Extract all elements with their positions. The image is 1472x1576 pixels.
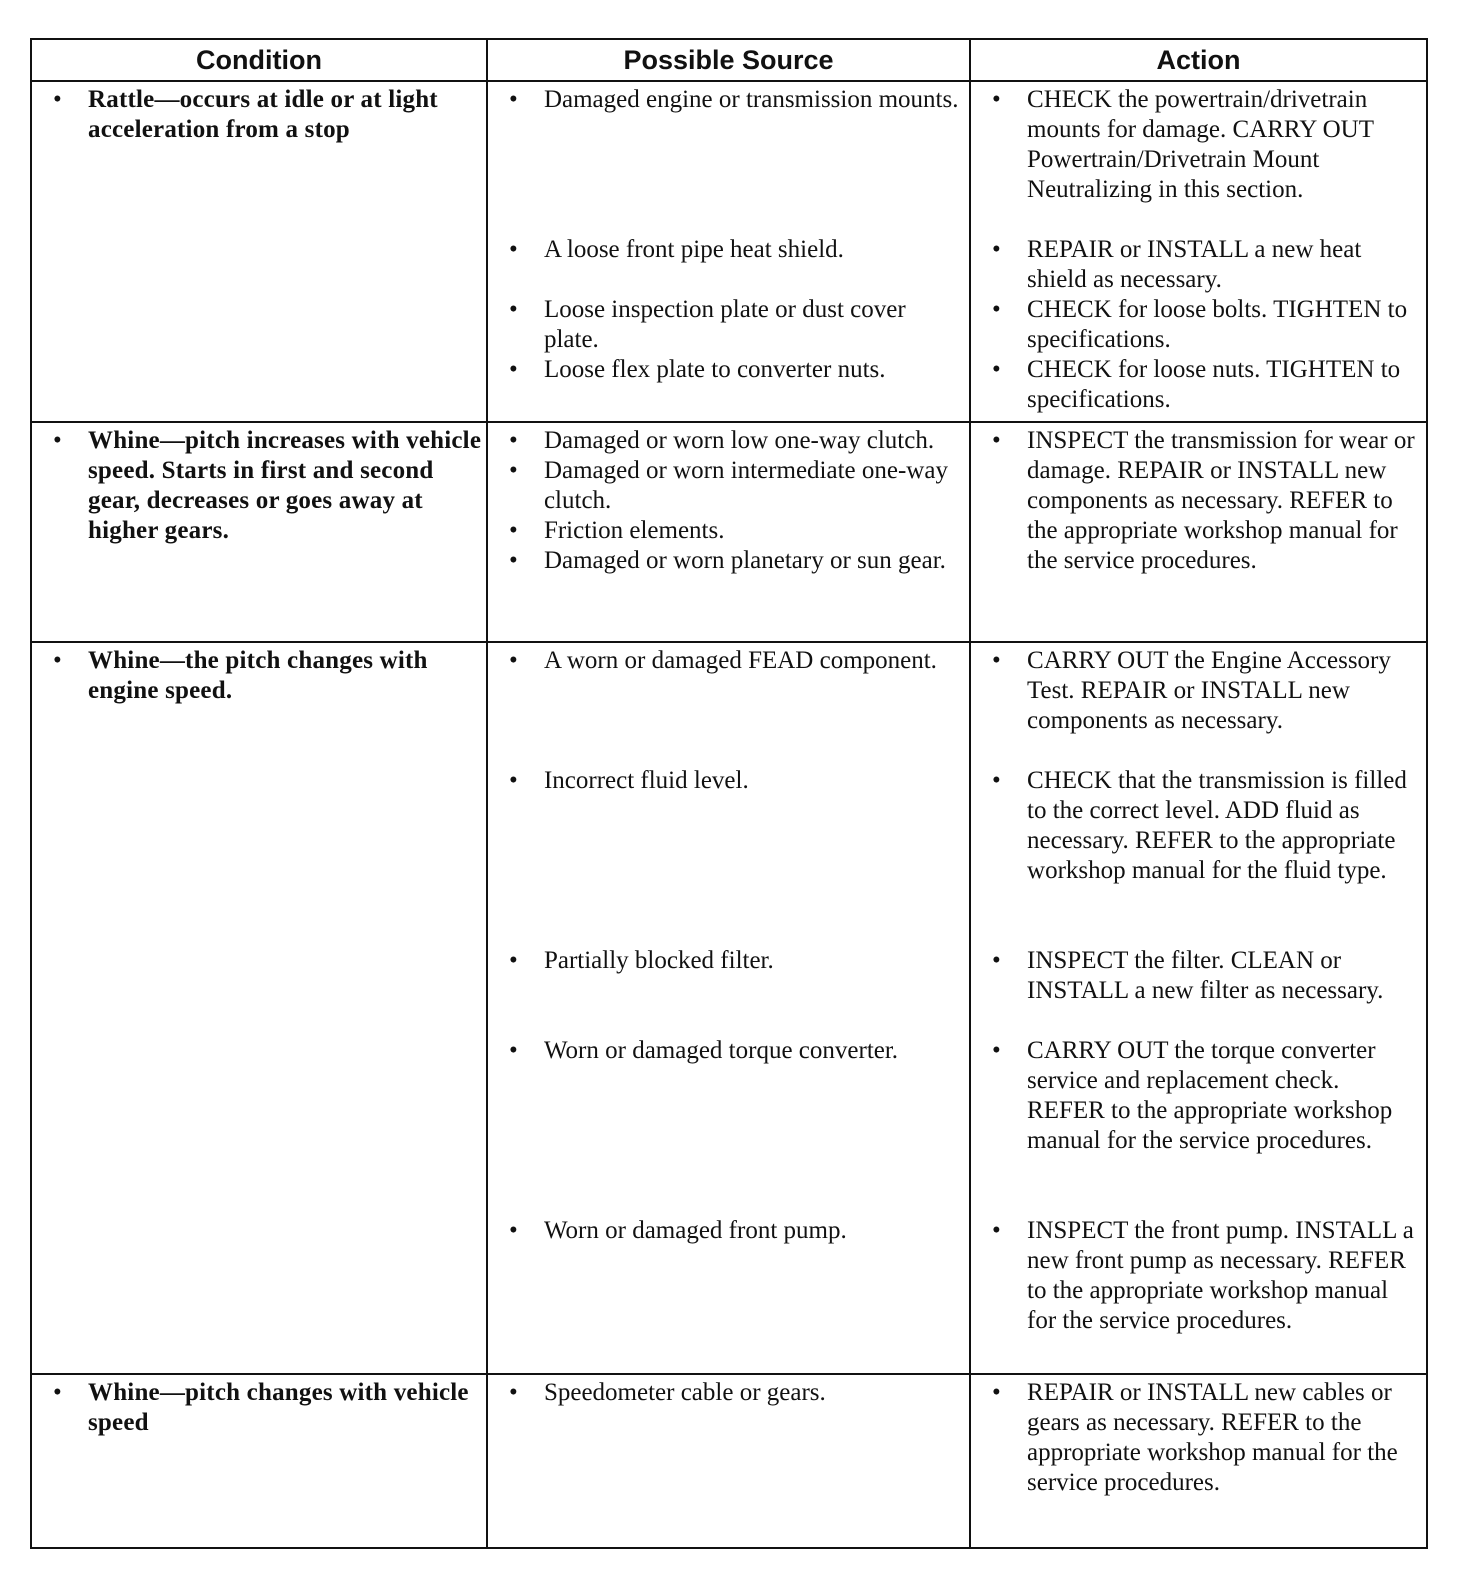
header-action: Action [970, 39, 1427, 81]
source-cell [487, 81, 970, 422]
header-row [31, 39, 1427, 81]
action-text: REPAIR or INSTALL a new heat shield as necessary. [1027, 236, 1362, 293]
condition-entry [36, 646, 482, 706]
bullet-icon: • [508, 1379, 518, 1406]
bullet-icon: • [508, 457, 518, 484]
action-entry [975, 766, 1422, 946]
source-entry [492, 456, 965, 516]
condition-entry [36, 85, 482, 145]
source-entry [492, 946, 965, 1036]
source-cell [487, 1374, 970, 1548]
bullet-icon: • [508, 86, 518, 113]
source-text: Loose inspection plate or dust cover plate. [543, 296, 906, 353]
action-text: INSPECT the transmission for wear or damage. REPAIR or INSTALL new components as necessary. REFER to the appropriate workshop manual for the service procedures. [1027, 427, 1415, 574]
action-entry [975, 646, 1422, 766]
condition-cell [31, 422, 487, 642]
action-text: CARRY OUT the Engine Accessory Test. REPAIR or INSTALL new components as necessary. [1027, 647, 1391, 734]
source-text: Incorrect fluid level. [543, 767, 749, 794]
condition-text: Whine—the pitch changes with engine speed. [88, 647, 428, 704]
action-cell [970, 1374, 1427, 1548]
bullet-icon: • [992, 1379, 1001, 1406]
source-text: Loose flex plate to converter nuts. [543, 356, 886, 383]
action-entry [975, 355, 1422, 415]
source-entry [492, 1216, 965, 1366]
bullet-icon: • [508, 236, 518, 263]
bullet-icon: • [508, 1037, 518, 1064]
bullet-icon: • [992, 647, 1001, 674]
bullet-icon: • [53, 647, 62, 674]
source-entry [492, 516, 965, 546]
action-text: CARRY OUT the torque converter service and replacement check. REFER to the appropriate workshop manual for the service procedures. [1027, 1037, 1393, 1154]
bullet-icon: • [992, 427, 1001, 454]
action-cell [970, 642, 1427, 1374]
source-entry [492, 1036, 965, 1216]
condition-cell [31, 81, 487, 422]
action-entry [975, 85, 1422, 235]
source-entry [492, 295, 965, 355]
source-cell [487, 642, 970, 1374]
bullet-icon: • [992, 236, 1001, 263]
source-entry [492, 85, 965, 235]
source-text: Damaged or worn planetary or sun gear. [543, 547, 946, 574]
action-text: CHECK for loose nuts. TIGHTEN to specifications. [1027, 356, 1401, 413]
source-cell [487, 422, 970, 642]
bullet-icon: • [508, 296, 518, 323]
bullet-icon: • [53, 1379, 62, 1406]
condition-text: Rattle—occurs at idle or at light acceleration from a stop [88, 86, 438, 143]
source-entry [492, 235, 965, 295]
table-row [31, 81, 1427, 422]
source-text: A loose front pipe heat shield. [543, 236, 844, 263]
action-entry [975, 1036, 1422, 1216]
bullet-icon: • [992, 86, 1001, 113]
action-entry [975, 235, 1422, 295]
header-condition: Condition [31, 39, 487, 81]
source-entry [492, 766, 965, 946]
source-text: Worn or damaged front pump. [543, 1217, 847, 1244]
bullet-icon: • [508, 647, 518, 674]
source-entry [492, 1378, 965, 1408]
action-text: INSPECT the front pump. INSTALL a new front pump as necessary. REFER to the appropriate workshop manual for the service procedures. [1027, 1217, 1414, 1334]
condition-text: Whine—pitch increases with vehicle speed. Starts in first and second gear, decreases or goes away at higher gears. [88, 427, 482, 544]
action-cell [970, 81, 1427, 422]
source-entry [492, 646, 965, 766]
bullet-icon: • [53, 427, 62, 454]
table-row [31, 1374, 1427, 1548]
action-entry [975, 426, 1422, 576]
bullet-icon: • [992, 1217, 1001, 1244]
condition-cell [31, 642, 487, 1374]
bullet-icon: • [992, 296, 1001, 323]
action-text: CHECK the powertrain/drivetrain mounts for damage. CARRY OUT Powertrain/Drivetrain Mount Neutralizing in this section. [1027, 86, 1374, 203]
bullet-icon: • [992, 947, 1001, 974]
source-text: Partially blocked filter. [543, 947, 774, 974]
source-text: Worn or damaged torque converter. [543, 1037, 899, 1064]
bullet-icon: • [992, 1037, 1001, 1064]
diagnosis-table [30, 38, 1428, 1549]
table-row [31, 642, 1427, 1374]
source-text: Damaged engine or transmission mounts. [543, 86, 959, 113]
action-entry [975, 295, 1422, 355]
action-text: REPAIR or INSTALL new cables or gears as necessary. REFER to the appropriate workshop manual for the service procedures. [1027, 1379, 1398, 1496]
condition-cell [31, 1374, 487, 1548]
action-text: CHECK for loose bolts. TIGHTEN to specifications. [1027, 296, 1408, 353]
bullet-icon: • [508, 427, 518, 454]
table-row [31, 422, 1427, 642]
bullet-icon: • [508, 1217, 518, 1244]
header-possible-source: Possible Source [487, 39, 970, 81]
bullet-icon: • [508, 947, 518, 974]
condition-entry [36, 1378, 482, 1438]
source-text: Damaged or worn intermediate one-way clutch. [543, 457, 948, 514]
source-entry [492, 546, 965, 576]
action-entry [975, 1216, 1422, 1366]
bullet-icon: • [992, 356, 1001, 383]
action-entry [975, 946, 1422, 1036]
source-text: A worn or damaged FEAD component. [543, 647, 937, 674]
bullet-icon: • [992, 767, 1001, 794]
action-text: INSPECT the filter. CLEAN or INSTALL a new filter as necessary. [1027, 947, 1384, 1004]
source-entry [492, 426, 965, 456]
action-entry [975, 1378, 1422, 1498]
condition-text: Whine—pitch changes with vehicle speed [88, 1379, 469, 1436]
source-text: Damaged or worn low one-way clutch. [543, 427, 935, 454]
source-entry [492, 355, 965, 415]
bullet-icon: • [508, 767, 518, 794]
bullet-icon: • [53, 86, 62, 113]
bullet-icon: • [508, 517, 518, 544]
source-text: Speedometer cable or gears. [543, 1379, 826, 1406]
action-cell [970, 422, 1427, 642]
bullet-icon: • [508, 547, 518, 574]
source-text: Friction elements. [543, 517, 725, 544]
condition-entry [36, 426, 482, 546]
action-text: CHECK that the transmission is filled to the correct level. ADD fluid as necessary. REFER to the appropriate workshop manual for the fluid type. [1027, 767, 1407, 884]
bullet-icon: • [508, 356, 518, 383]
